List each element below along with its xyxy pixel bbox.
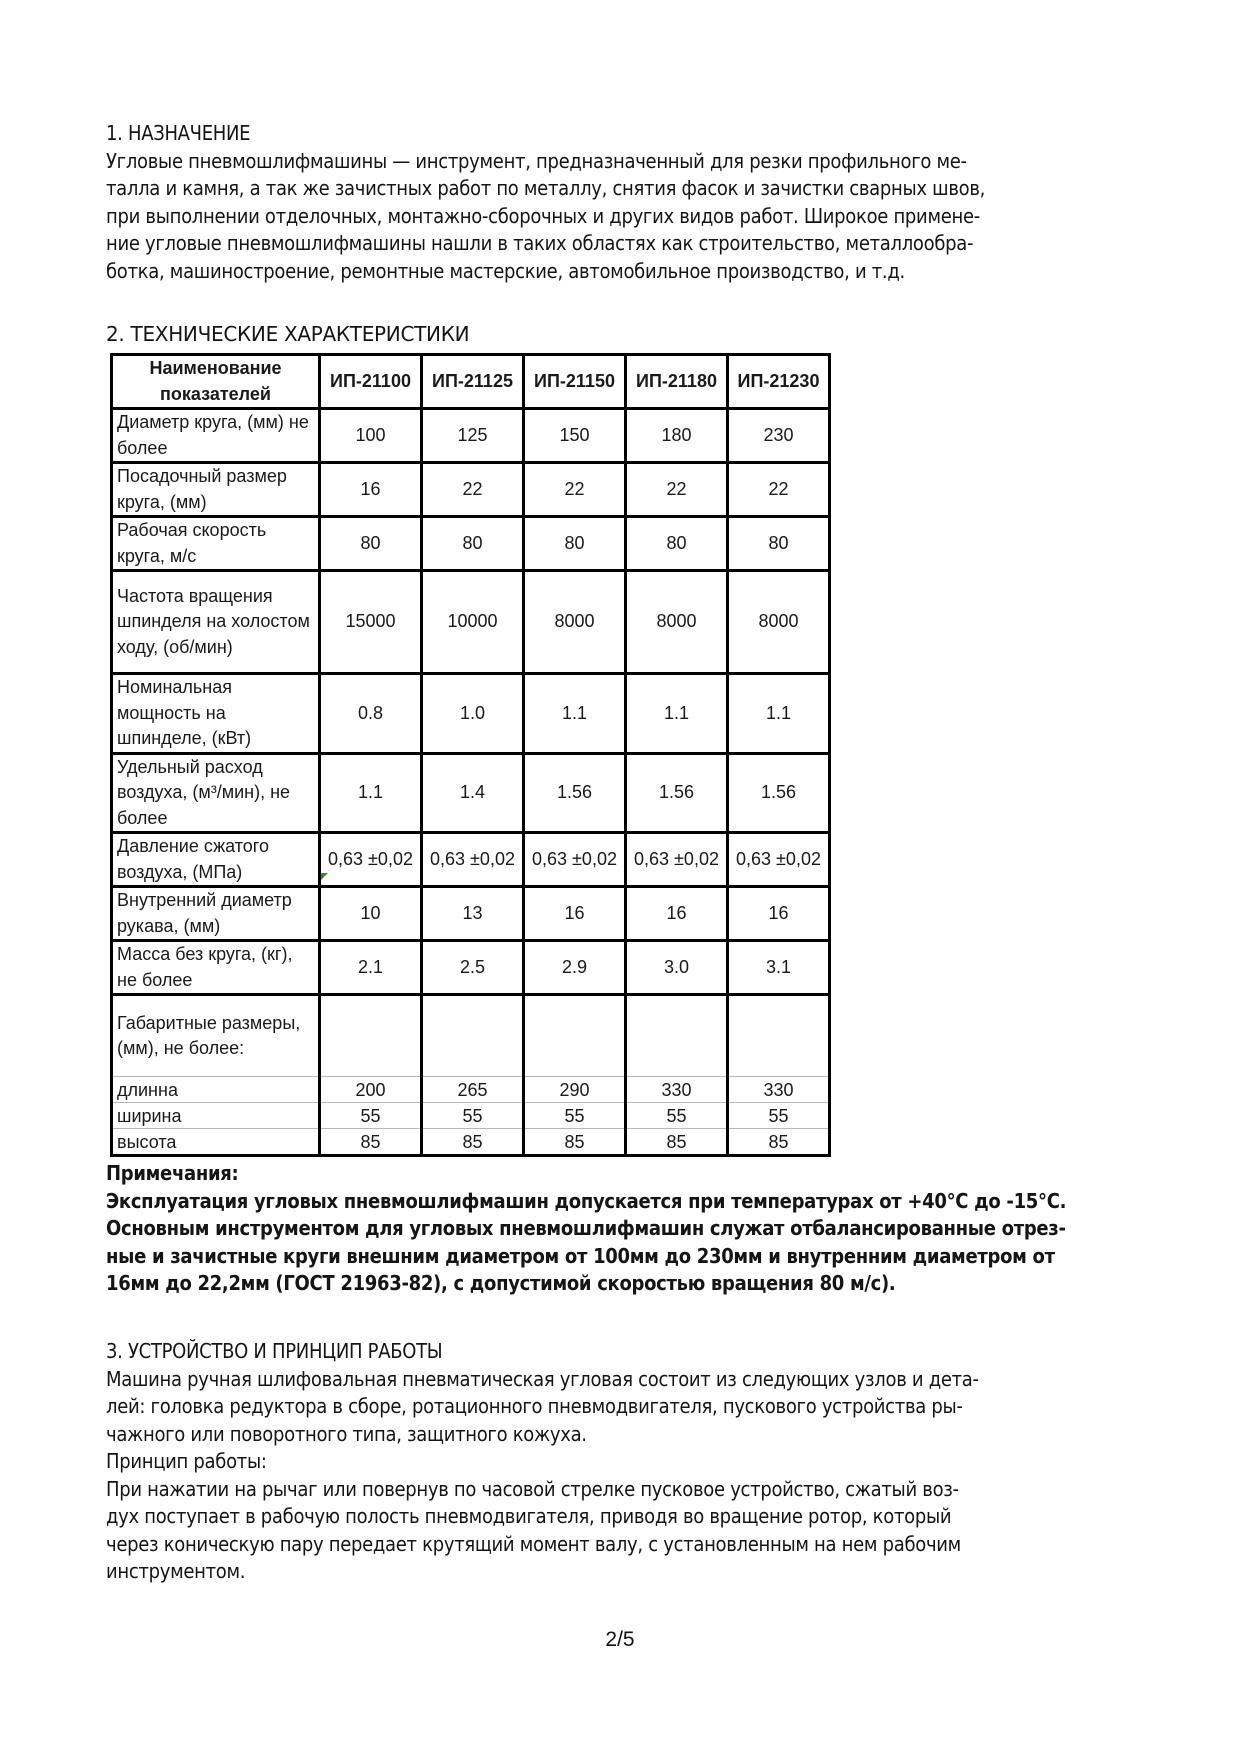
- cell-value: 55: [524, 1103, 626, 1129]
- row-label: Масса без круга, (кг), не более: [112, 941, 320, 995]
- paragraph-line: Угловые пневмошлифмашины — инструмент, предназначенный для резки профильного ме-: [106, 148, 967, 173]
- cell-value: 1.1: [728, 674, 830, 754]
- cell-value: 265: [422, 1077, 524, 1103]
- empty-cell: [524, 995, 626, 1077]
- row-label: Посадочный размер круга, (мм): [112, 463, 320, 517]
- paragraph-line: Машина ручная шлифовальная пневматическая угловая состоит из следующих узлов и дета-: [106, 1366, 979, 1391]
- cell-value: 80: [626, 517, 728, 571]
- paragraph-line: Принцип работы:: [106, 1449, 267, 1473]
- paragraph-line: при выполнении отделочных, монтажно-сборочных и других видов работ. Широкое примене-: [106, 203, 980, 228]
- table-row: [112, 409, 830, 463]
- cell-value: 3.0: [626, 941, 728, 995]
- cell-value: 85: [422, 1129, 524, 1156]
- row-label: Внутренний диаметр рукава, (мм): [112, 887, 320, 941]
- cell-value: 8000: [524, 571, 626, 674]
- cell-value: 0,63 ±0,02: [320, 833, 422, 887]
- section-heading: 3. УСТРОЙСТВО И ПРИНЦИП РАБОТЫ: [106, 1339, 443, 1363]
- paragraph-line: талла и камня, а так же зачистных работ по металлу, снятия фасок и зачистки сварных швов,: [106, 176, 986, 200]
- cell-value: 16: [524, 887, 626, 941]
- cell-value: 230: [728, 409, 830, 463]
- header-cell-model: ИП-21125: [422, 355, 524, 409]
- cell-value: 8000: [728, 571, 830, 674]
- cell-value: 0,63 ±0,02: [626, 833, 728, 887]
- cell-value: 100: [320, 409, 422, 463]
- row-label: Рабочая скорость круга, м/с: [112, 517, 320, 571]
- row-label: Номинальная мощность на шпинделе, (кВт): [112, 674, 320, 754]
- cell-value: 0,63 ±0,02: [728, 833, 830, 887]
- cell-value: 22: [626, 463, 728, 517]
- row-label: Давление сжатого воздуха, (МПа): [112, 833, 320, 887]
- paragraph-line: ние угловые пневмошлифмашины нашли в таких областях как строительство, металлообра-: [106, 231, 974, 255]
- cell-value: 125: [422, 409, 524, 463]
- notes-section: [106, 1160, 1146, 1298]
- comment-marker-icon: [321, 873, 328, 880]
- cell-value: 3.1: [728, 941, 830, 995]
- notes-line: 16мм до 22,2мм (ГОСТ 21963-82), с допустимой скоростью вращения 80 м/с).: [106, 1271, 896, 1295]
- cell-value: 1.0: [422, 674, 524, 754]
- empty-cell: [728, 995, 830, 1077]
- section-design-principle: [106, 1338, 1146, 1586]
- row-label: длинна: [112, 1077, 320, 1103]
- cell-value: 330: [626, 1077, 728, 1103]
- row-label: Габаритные размеры, (мм), не более:: [112, 995, 320, 1077]
- table-row-dimension: [112, 1103, 830, 1129]
- cell-value: 85: [524, 1129, 626, 1156]
- cell-value: 55: [626, 1103, 728, 1129]
- row-label: высота: [112, 1129, 320, 1156]
- cell-value: 15000: [320, 571, 422, 674]
- table-row: [112, 887, 830, 941]
- table-row: [112, 463, 830, 517]
- cell-value: 55: [728, 1103, 830, 1129]
- cell-value: 80: [728, 517, 830, 571]
- cell-value: 8000: [626, 571, 728, 674]
- cell-value: 55: [422, 1103, 524, 1129]
- section-purpose: [106, 120, 1146, 285]
- paragraph-line: ботка, машиностроение, ремонтные мастерские, автомобильное производство, и т.д.: [106, 258, 905, 283]
- cell-value: 2.5: [422, 941, 524, 995]
- cell-value: 85: [320, 1129, 422, 1156]
- paragraph-line: через коническую пару передает крутящий момент валу, с установленным на нем рабочим: [106, 1531, 961, 1556]
- header-cell-model: ИП-21180: [626, 355, 728, 409]
- paragraph-line: лей: головка редуктора в сборе, ротационного пневмодвигателя, пускового устройства ры-: [106, 1394, 963, 1418]
- cell-value: 180: [626, 409, 728, 463]
- cell-value: 16: [320, 463, 422, 517]
- cell-value: 10: [320, 887, 422, 941]
- notes-line: Эксплуатация угловых пневмошлифмашин допускается при температурах от +40°С до -15°С.: [106, 1188, 1067, 1213]
- notes-line: ные и зачистные круги внешним диаметром от 100мм до 230мм и внутренним диаметром от: [106, 1243, 1055, 1268]
- table-row-dimension: [112, 1129, 830, 1156]
- notes-title: Примечания:: [106, 1161, 239, 1185]
- cell-value: 16: [728, 887, 830, 941]
- cell-value: 80: [524, 517, 626, 571]
- table-row: [112, 571, 830, 674]
- paragraph-line: чажного или поворотного типа, защитного кожуха.: [106, 1421, 587, 1446]
- cell-value: 1.1: [626, 674, 728, 754]
- table-row: [112, 941, 830, 995]
- specifications-table: [110, 353, 831, 1157]
- table-row: [112, 674, 830, 754]
- row-label: Удельный расход воздуха, (м³/мин), не более: [112, 753, 320, 833]
- header-cell-model: ИП-21230: [728, 355, 830, 409]
- empty-cell: [320, 995, 422, 1077]
- cell-value: 2.1: [320, 941, 422, 995]
- paragraph-line: дух поступает в рабочую полость пневмодвигателя, приводя во вращение ротор, который: [106, 1504, 952, 1528]
- cell-value: 80: [320, 517, 422, 571]
- paragraph-line: При нажатии на рычаг или повернув по часовой стрелке пусковое устройство, сжатый воз-: [106, 1476, 959, 1501]
- row-label: Частота вращения шпинделя на холостом ходу, (об/мин): [112, 571, 320, 674]
- cell-value: 0,63 ±0,02: [422, 833, 524, 887]
- table-row: [112, 517, 830, 571]
- cell-value: 55: [320, 1103, 422, 1129]
- cell-value: 0,63 ±0,02: [524, 833, 626, 887]
- cell-value: 13: [422, 887, 524, 941]
- cell-value: 22: [422, 463, 524, 517]
- cell-value: 10000: [422, 571, 524, 674]
- header-cell-model: ИП-21100: [320, 355, 422, 409]
- cell-value: 80: [422, 517, 524, 571]
- table-row-dimension: [112, 1077, 830, 1103]
- table-row-dimensions-heading: [112, 995, 830, 1077]
- section-heading-specs: 2. ТЕХНИЧЕСКИЕ ХАРАКТЕРИСТИКИ: [106, 322, 470, 346]
- cell-value: 2.9: [524, 941, 626, 995]
- row-label: Диаметр круга, (мм) не более: [112, 409, 320, 463]
- cell-value: 1.56: [524, 753, 626, 833]
- cell-value: 1.1: [524, 674, 626, 754]
- cell-value: 1.4: [422, 753, 524, 833]
- header-cell-model: ИП-21150: [524, 355, 626, 409]
- cell-value: 1.56: [728, 753, 830, 833]
- section-heading: 1. НАЗНАЧЕНИЕ: [106, 121, 251, 145]
- cell-value: 200: [320, 1077, 422, 1103]
- cell-value: 330: [728, 1077, 830, 1103]
- cell-value: 1.1: [320, 753, 422, 833]
- notes-line: Основным инструментом для угловых пневмошлифмашин служат отбалансированные отрез-: [106, 1216, 1066, 1240]
- row-label: ширина: [112, 1103, 320, 1129]
- cell-value: 0.8: [320, 674, 422, 754]
- cell-value: 16: [626, 887, 728, 941]
- cell-value: 85: [626, 1129, 728, 1156]
- cell-value: 290: [524, 1077, 626, 1103]
- empty-cell: [626, 995, 728, 1077]
- cell-value: 22: [524, 463, 626, 517]
- table-row: [112, 833, 830, 887]
- table-row: [112, 753, 830, 833]
- empty-cell: [422, 995, 524, 1077]
- cell-value: 1.56: [626, 753, 728, 833]
- header-cell-parameter: Наименование показателей: [112, 355, 320, 409]
- page-number: 2/5: [605, 1628, 635, 1651]
- cell-value: 150: [524, 409, 626, 463]
- table-header-row: [112, 355, 830, 409]
- cell-value: 22: [728, 463, 830, 517]
- paragraph-line: инструментом.: [106, 1559, 246, 1583]
- cell-value: 85: [728, 1129, 830, 1156]
